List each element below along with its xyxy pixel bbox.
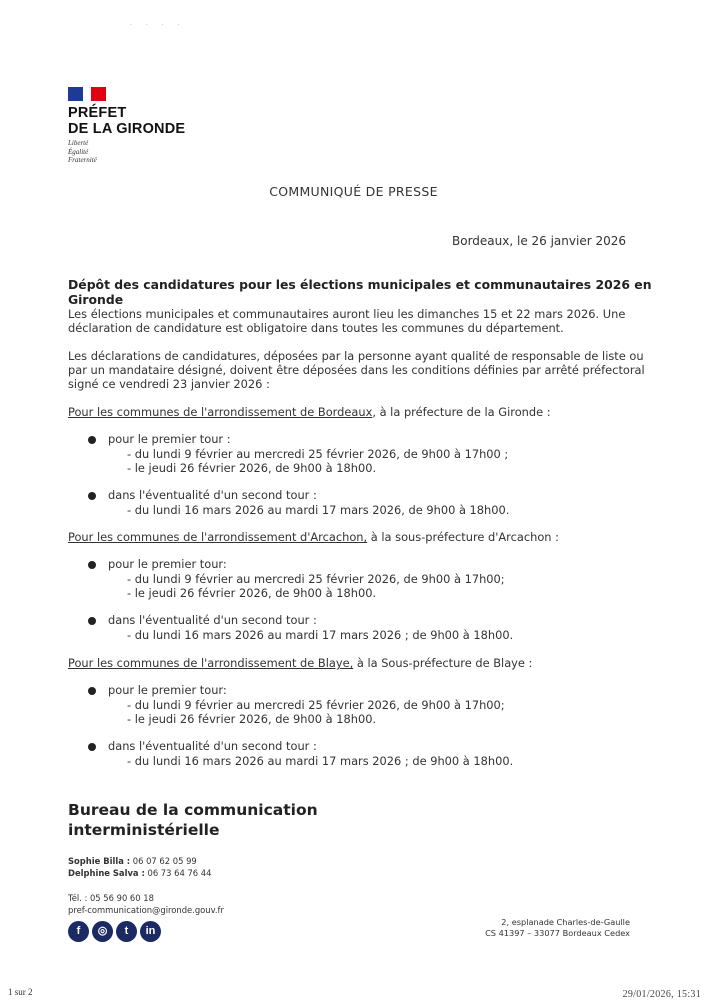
instagram-icon[interactable]: ◎: [92, 921, 113, 942]
section-heading-underlined: Pour les communes de l'arrondissement de Blaye,: [68, 656, 354, 670]
second-round-line: - du lundi 16 mars 2026 au mardi 17 mars 2026, de 9h00 à 18h00.: [127, 503, 510, 517]
section-heading-underlined: Pour les communes de l'arrondissement de Bordeaux: [68, 405, 373, 419]
contact-name: Sophie Billa :: [68, 856, 131, 866]
second-round-label: dans l'éventualité d'un second tour :: [108, 613, 317, 627]
second-round-label: dans l'éventualité d'un second tour :: [108, 488, 317, 502]
bullet: [88, 743, 96, 751]
section-bordeaux-heading: [68, 405, 551, 419]
prefet-line-1: PRÉFET: [68, 105, 127, 121]
postal-address: [485, 917, 630, 939]
republique-flag-logo: [68, 87, 106, 101]
bullet: [88, 617, 96, 625]
second-round-label: dans l'éventualité d'un second tour :: [108, 739, 317, 753]
intro-paragraph-2: [68, 349, 645, 391]
intro-paragraph: [68, 307, 628, 335]
intro2-line: signé ce vendredi 23 janvier 2026 :: [68, 377, 270, 391]
address-line: 2, esplanade Charles-de-Gaulle: [501, 917, 630, 927]
office-email[interactable]: pref-communication@gironde.gouv.fr: [68, 905, 224, 915]
document-heading: Dépôt des candidatures pour les élections municipales et communautaires 2026 en Gironde: [68, 277, 652, 307]
intro2-line: Les déclarations de candidatures, déposées par la personne ayant qualité de responsable de liste ou: [68, 349, 644, 363]
first-round-label: pour le premier tour :: [108, 432, 231, 446]
twitter-icon[interactable]: t: [116, 921, 137, 942]
section-heading-underlined: Pour les communes de l'arrondissement d'Arcachon,: [68, 530, 368, 544]
bureau-line: interministérielle: [68, 821, 220, 839]
contact-sophie: [68, 856, 197, 866]
office-phone: Tél. : 05 56 90 60 18: [68, 893, 154, 903]
dateline: Bordeaux, le 26 janvier 2026: [452, 234, 626, 248]
section-heading-rest: à la sous-préfecture d'Arcachon :: [367, 530, 559, 544]
print-timestamp: 29/01/2026, 15:31: [622, 989, 701, 1000]
motto-liberte: Liberté: [68, 139, 89, 147]
section-arcachon-heading: [68, 530, 559, 544]
contact-delphine: [68, 868, 211, 878]
contact-phone: 06 73 64 76 44: [144, 868, 212, 878]
bullet: [88, 561, 96, 569]
section-heading-rest: à la Sous-préfecture de Blaye :: [353, 656, 533, 670]
bureau-heading: [68, 800, 318, 840]
first-round-line: - du lundi 9 février au mercredi 25 février 2026, de 9h00 à 17h00 ;: [127, 447, 509, 461]
intro-line: Les élections municipales et communautaires auront lieu les dimanches 15 et 22 mars 2026. Une: [68, 307, 626, 321]
prefet-line-2: DE LA GIRONDE: [68, 121, 186, 137]
first-round-line: - du lundi 9 février au mercredi 25 février 2026, de 9h00 à 17h00;: [127, 572, 505, 586]
motto-egalite: Égalité: [68, 147, 89, 156]
republic-motto: [68, 139, 97, 165]
motto-fraternite: Fraternité: [68, 156, 97, 164]
intro-line: déclaration de candidature est obligatoire dans toutes les communes du département.: [68, 321, 564, 335]
second-round-line: - du lundi 16 mars 2026 au mardi 17 mars 2026 ; de 9h00 à 18h00.: [127, 754, 514, 768]
first-round-label: pour le premier tour:: [108, 683, 227, 697]
first-round-line: - du lundi 9 février au mercredi 25 février 2026, de 9h00 à 17h00;: [127, 698, 505, 712]
bullet: [88, 492, 96, 500]
social-links: [68, 921, 161, 942]
intro2-line: par un mandataire désigné, doivent être déposées dans les conditions définies par arrêté préfectoral: [68, 363, 645, 377]
scan-specks: · · · ·: [130, 22, 186, 29]
linkedin-icon[interactable]: in: [140, 921, 161, 942]
press-release-title: COMMUNIQUÉ DE PRESSE: [269, 184, 438, 199]
first-round-line: - le jeudi 26 février 2026, de 9h00 à 18h00.: [127, 461, 377, 475]
bullet: [88, 687, 96, 695]
section-heading-rest: , à la préfecture de la Gironde :: [372, 405, 551, 419]
address-line: CS 41397 – 33077 Bordeaux Cedex: [485, 928, 630, 938]
facebook-icon[interactable]: f: [68, 921, 89, 942]
prefet-logo-text: [68, 105, 185, 137]
first-round-label: pour le premier tour:: [108, 557, 227, 571]
section-blaye-heading: [68, 656, 532, 670]
second-round-line: - du lundi 16 mars 2026 au mardi 17 mars 2026 ; de 9h00 à 18h00.: [127, 628, 514, 642]
page-number: 1 sur 2: [8, 987, 33, 997]
first-round-line: - le jeudi 26 février 2026, de 9h00 à 18h00.: [127, 712, 377, 726]
bureau-line: Bureau de la communication: [68, 801, 318, 819]
first-round-line: - le jeudi 26 février 2026, de 9h00 à 18h00.: [127, 586, 377, 600]
contact-phone: 06 07 62 05 99: [130, 856, 197, 866]
contact-name: Delphine Salva :: [68, 868, 145, 878]
bullet: [88, 436, 96, 444]
